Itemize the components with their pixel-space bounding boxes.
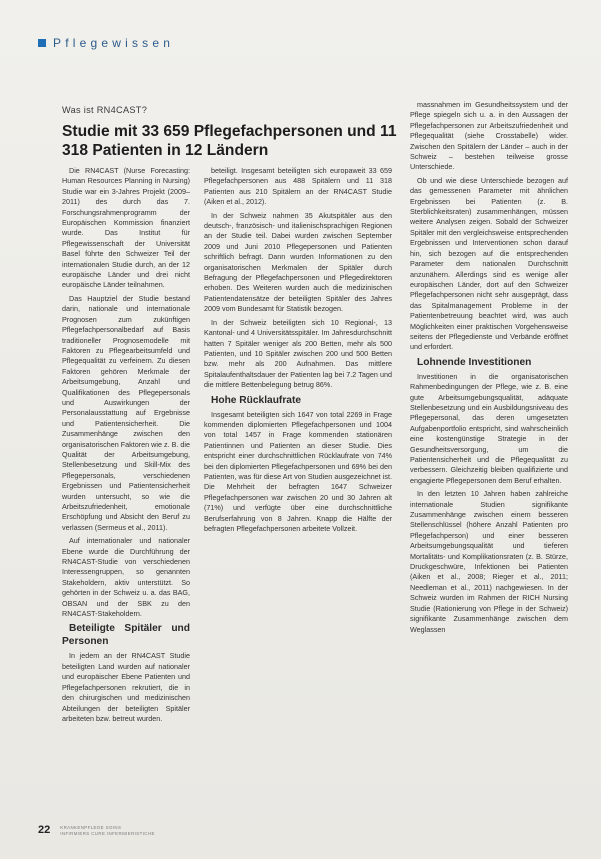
text-column-1: [62, 166, 190, 727]
magazine-name-line: INFIRMIERS CURE INFERMIERISTICHE: [60, 830, 155, 836]
paragraph: massnahmen im Gesundheitssystem und der Pflege spiegeln sich u. a. in den Aussagen der Pflegefachpersonen zur Arbeitszufriedenheit und Pflegequalität (siehe Crosstabelle) wider. Zwischen den Spitälern der Länder – auch in der Schweiz – bestehen teilweise grosse Unterschiede.: [410, 100, 568, 172]
paragraph: Ob und wie diese Unterschiede bezogen auf das gemessenen Parameter mit ähnlichen Ergebnissen bei Patienten (z. B. Sterblichkeitsraten) zusammenhängen, müssen weitere Analysen zeigen. Sobald der Schweizer Spitäler mit den vergleichsweise entsprechenden Ergebnissen und Interventionen schon darauf hin, sich bezogen auf die entsprechenden Parameter dem nationalen Durchschnitt anzunähern. Allerdings sind es wenige aller europäischen Länder, dort auf den Schweizer Pflegefachpersonen nicht sehr ausgeprägt, dass das Spitalmanagement Probleme in der Patientenbetreuung beachtet wird, was auch Möglichkeiten einer praktischen Vorgehensweise seitens der Pflegedienste und Verbände eröffnet und erfordert.: [410, 175, 568, 352]
paragraph: In der Schweiz beteiligten sich 10 Regional-, 13 Kantonal- und 4 Universitätsspitäler. Im Jahresdurchschnitt hatten 7 Spitäler weniger als 200 Betten, mehr als 500 Patienten, und 10 Spitäler zwischen 200 und 500 Betten bzw. mehr als 200 Aufnahmen. Das mittlere Spitalaufenthaltsdauer der Patienten lag bei 7.2 Tagen und die mittlere Bettenbelegung betrug 86%.: [204, 317, 392, 390]
paragraph: Investitionen in die organisatorischen Rahmenbedingungen der Pflege, wie z. B. eine gute Arbeitsumgebungsqualität, adäquate Stellenbesetzung und ein Ausbildungsniveau des Pflegepersonal, das deren umgesetzten Aufgabenportfolio entspricht, sind wahrscheinlich eine kostengünstige Strategie in der Gesundheitsversorgung, um die Patientensicherheit und die Pflegequalität zu verbessern. Gleichzeitig bleiben qualifizierte und engagierte Pflegepersonen dem Beruf erhalten.: [410, 371, 568, 485]
paragraph: beteiligt. Insgesamt beteiligten sich europaweit 33 659 Pflegefachpersonen aus 488 Spitälern und 11 318 Patienten aus 210 Spitälern an der RN4CAST Studie (Aiken et al., 2012).: [204, 166, 392, 207]
subheading-lohnende-investitionen: Lohnende Investitionen: [417, 356, 532, 368]
magazine-name: [60, 825, 155, 836]
section-marker-icon: [38, 39, 46, 47]
section-title: Pflegewissen: [53, 36, 175, 50]
paragraph: Insgesamt beteiligten sich 1647 von total 2269 in Frage kommenden diplomierten Pflegefachpersonen und 1004 von total 1457 in Frage kommenden stationären Patientinnen und Patienten an dieser Studie. Dies entspricht einer durchschnittlichen Rücklaufrate von 74% bei den diplomierten Pflegefachpersonen und 69% bei den Patienten, was für diese Art von Studien ausgezeichnet ist. Die Mehrheit der befragten 1647 Schweizer Pflegefachpersonen war zwischen 20 und 30 Jahren alt (71%) und verfügte über eine durchschnittliche Berufserfahrung von 8 Jahren. Knapp die Hälfte der befragten Pflegefachpersonen arbeitete Vollzeit.: [204, 409, 392, 533]
subheading-beteiligte-spitaeler: Beteiligte Spitäler und Personen: [62, 623, 190, 648]
page-number: 22: [38, 824, 51, 836]
article-title: Studie mit 33 659 Pflegefachpersonen und 11 318 Patienten in 12 Ländern: [62, 123, 397, 159]
paragraph: In der Schweiz nahmen 35 Akutspitäler aus den deutsch-, französisch- und italienischsprachigen Regionen an der Studie teil. Dabei wurden zwischen September 2009 und Juni 2010 Pflegepersonen und Patienten schriftlich befragt. Dann wurden Informationen zu den organisatorischen Merkmalen der Spitäler durch Befragung der Pflegefachpersonen und Pflegedirektoren erhoben. Des Weiteren wurden auch die medizinischen Patientendatensätze der beteiligten Spitäler des Jahres 2009 vom Bundesamt für Statistik bezogen.: [204, 210, 392, 314]
paragraph: Auf internationaler und nationaler Ebene wurde die Durchführung der RN4CAST-Studie von verschiedenen Interessengruppen, so genannten Stakeholdern, aktiv unterstützt. So gehörten in der Schweiz u. a. das BAG, OBSAN und der SBK zu den RN4CAST-Stakeholdern.: [62, 536, 190, 619]
paragraph: In den letzten 10 Jahren haben zahlreiche internationale Studien signifikante Zusammenhänge zwischen einem besseren Stellenschlüssel (höhere Anzahl Patienten pro Pflegefachperson) und einer besseren Arbeitsumgebungsqualität und tieferen Mortalitäts- und Komplikationsraten (z. B. Stürze, Druckgeschwüre, Infektionen bei Patienten (Aiken et al., 2008; Rieger et al., 2011; Needleman et al., 2011) nachgewiesen. In der Schweiz wurden im Rahmen der RICH Nursing Studie (Rationierung von Pflege in der Schweiz) signifikante Zusammenhänge zwischen dem Weglassen: [410, 489, 568, 634]
page-footer: [38, 824, 155, 836]
paragraph: Das Hauptziel der Studie bestand darin, nationale und internationale Prognosen zum zukünftigen Pflegefachpersonalbedarf auf Basis traditioneller Prognosemodelle mit Faktoren zu Pflegearbeitsumfeld und Pflegequalität zu verfeinern. Zu diesen Faktoren gehören Merkmale der Arbeitsumgebung, Anzahl und Qualifikationen des Pflegepersonals und Auswirkungen der Personalausstattung auf Ergebnisse und Patientensicherheit. Die Zusammenhänge zwischen den organisatorischen Faktoren wie z. B. die Qualität der Arbeitsumgebung, Stellenbesetzung und Skill-Mix des Pflegepersonals, verschiedenen Ergebnissen und Patientensicherheit wurden untersucht, so wie die Arbeitszufriedenheit, emotionale Erschöpfung und Absicht den Beruf zu verlassen (Sermeus et al., 2011).: [62, 293, 190, 532]
article-kicker: Was ist RN4CAST?: [62, 105, 148, 115]
text-column-2: [204, 166, 392, 537]
text-column-3: [410, 100, 568, 638]
magazine-name-line: KRANKENPFLEGE SOINS: [60, 824, 122, 830]
section-header: [38, 36, 174, 50]
paragraph: Die RN4CAST (Nurse Forecasting: Human Resources Planning in Nursing) Studie war ein 3-Jahres Projekt (2009–2011) des durch das 7. Forschungsrahmenprogramm der Europäischen Kommission finanziert wurde. Das Institut für Pflegewissenschaft der Universität Basel führte den Schweizer Teil der internationalen Studie durch, an der 12 europäische Länder und drei nicht europäische Länder teilnahmen.: [62, 166, 190, 290]
paragraph: In jedem an der RN4CAST Studie beteiligten Land wurden auf nationaler und europäischer Ebene Patienten und Pflegefachpersonen rekrutiert, die in den chirurgischen und medizinischen Abteilungen der beteiligten Spitäler arbeiteten bzw. betreut wurden.: [62, 651, 190, 723]
subheading-ruecklaufrate: Hohe Rücklaufrate: [211, 394, 302, 406]
